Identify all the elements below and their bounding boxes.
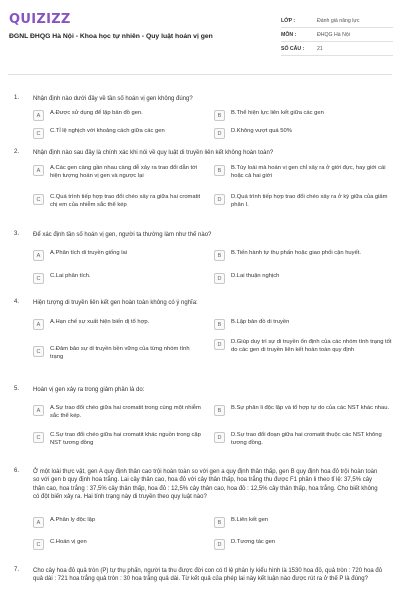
option-letter-badge: B bbox=[214, 517, 225, 528]
option-text: D.Tương tác gen bbox=[231, 539, 276, 545]
option-letter-badge: C bbox=[33, 128, 44, 139]
option-text: A.Các gen càng gần nhau càng dễ xảy ra trao đổi dẫn tới hiện tượng hoán vị gen và ngược lại bbox=[50, 165, 198, 179]
answer-option-a[interactable] bbox=[33, 517, 203, 528]
header-divider bbox=[8, 74, 392, 75]
info-value: 21 bbox=[317, 45, 323, 52]
option-letter-badge: D bbox=[214, 128, 225, 139]
option-text: A.Hạn chế sự xuất hiện biến dị tổ hợp. bbox=[50, 319, 150, 325]
question-number: 2. bbox=[14, 149, 20, 155]
option-letter-badge: A bbox=[33, 250, 44, 261]
option-letter-badge: A bbox=[33, 110, 44, 121]
quizizz-logo: QUIZIZZ bbox=[9, 12, 71, 27]
option-letter-badge: B bbox=[214, 319, 225, 330]
worksheet-header bbox=[0, 0, 400, 70]
option-letter-badge: C bbox=[33, 194, 44, 205]
option-text: D.Sự trao đổi đoạn giữa hai cromatit thuộc các NST không tương đồng. bbox=[231, 432, 382, 446]
option-text: D.Lai thuận nghịch bbox=[231, 273, 280, 279]
option-text: C.Đảm bảo sự di truyền bền vững của từng nhóm tính trạng bbox=[50, 346, 190, 360]
answer-option-c[interactable] bbox=[33, 273, 203, 284]
option-letter-badge: D bbox=[214, 539, 225, 550]
option-text: B.Tùy loài mà hoán vị gen chỉ xảy ra ở giới đực, hay giới cái hoặc cả hai giới bbox=[231, 165, 386, 179]
question-number: 7. bbox=[14, 567, 20, 573]
question-number: 6. bbox=[14, 468, 20, 474]
answer-option-d[interactable] bbox=[214, 432, 394, 447]
option-text: C.Sự trao đổi chéo giữa hai cromatit khác nguồn trong cặp NST tương đồng bbox=[50, 432, 201, 446]
answer-option-b[interactable] bbox=[214, 110, 394, 121]
info-value: Đánh giá năng lực bbox=[317, 17, 360, 24]
option-text: D.Quá trình tiếp hợp trao đổi chéo xảy ra ở kỳ giữa của giảm phân I. bbox=[231, 194, 388, 208]
worksheet-title: ĐGNL ĐHQG Hà Nội - Khoa học tự nhiên - Quy luật hoán vị gen bbox=[9, 33, 213, 40]
option-letter-badge: C bbox=[33, 539, 44, 550]
option-letter-badge: D bbox=[214, 339, 225, 350]
option-text: A.Được sử dụng để lập bản đồ gen. bbox=[50, 110, 143, 116]
info-row-class bbox=[281, 14, 393, 28]
question-number: 4. bbox=[14, 299, 20, 305]
question-text: Ở một loài thực vật, gen A quy định thân cao trội hoàn toàn so với gen a quy định thân thấp, gen B quy định hoa đỏ trội hoàn toàn so với gen b quy định hoa trắng. Lai cây thân cao, hoa đỏ với cây thân thấp, hoa trắng thu được F1 phân li theo tỉ lệ: 37,5% cây thân cao, hoa trắng : 37,5% cây thân thấp, hoa đỏ : 12,5% cây thân cao, hoa đỏ : 12,5% cây thân thấp, hoa trắng. Cho biết không có đột biến xảy ra. Hai tính trạng này di truyền theo quy luật nào? bbox=[33, 469, 378, 501]
answer-option-b[interactable] bbox=[214, 165, 394, 180]
option-text: C.Lai phân tích. bbox=[50, 273, 91, 279]
worksheet-info bbox=[281, 14, 393, 56]
answer-option-c[interactable] bbox=[33, 432, 203, 447]
option-text: B.Lập bản đồ di truyền bbox=[231, 319, 290, 325]
option-text: C.Quá trình tiếp hợp trao đổi chéo xảy ra giữa hai cromatit chị em của nhiễm sắc thể kép bbox=[50, 194, 201, 208]
info-value: ĐHQG Hà Nội bbox=[317, 31, 350, 38]
option-letter-badge: A bbox=[33, 405, 44, 416]
answer-option-a[interactable] bbox=[33, 319, 203, 330]
answer-option-c[interactable] bbox=[33, 539, 203, 550]
option-text: D.Không vượt quá 50% bbox=[231, 128, 292, 134]
question-text: Nhận định nào dưới đây về tần số hoán vị gen không đúng? bbox=[33, 96, 193, 102]
option-letter-badge: B bbox=[214, 405, 225, 416]
answer-option-b[interactable] bbox=[214, 250, 394, 261]
info-row-count bbox=[281, 42, 393, 56]
option-letter-badge: C bbox=[33, 432, 44, 443]
option-letter-badge: C bbox=[33, 346, 44, 357]
answer-option-a[interactable] bbox=[33, 405, 203, 420]
option-letter-badge: C bbox=[33, 273, 44, 284]
answer-option-d[interactable] bbox=[214, 339, 394, 354]
option-letter-badge: A bbox=[33, 165, 44, 176]
info-row-subject bbox=[281, 28, 393, 42]
answer-option-c[interactable] bbox=[33, 128, 203, 139]
question-text: Hoán vị gen xảy ra trong giảm phân là do: bbox=[33, 387, 145, 393]
question-text: Cho cây hoa đỏ quả tròn (P) tự thụ phấn, người ta thu được đời con có tỉ lệ phân ly kiểu hình là 1530 hoa đỏ, quả tròn : 720 hoa đỏ quả dài : 721 hoa trắng quả tròn : 30 hoa trắng quả dài. Từ kết quả của phép lai này kết luận nào được rút ra ở thế P là đúng? bbox=[33, 568, 383, 583]
option-text: A.Phân tích di truyền giống lai bbox=[50, 250, 128, 256]
option-letter-badge: B bbox=[214, 250, 225, 261]
question-number: 5. bbox=[14, 386, 20, 392]
answer-option-b[interactable] bbox=[214, 405, 394, 416]
option-text: B.Sự phân li độc lập và tổ hợp tự do của các NST khác nhau. bbox=[231, 405, 390, 411]
answer-option-b[interactable] bbox=[214, 517, 394, 528]
option-text: B.Thể hiện lực liên kết giữa các gen bbox=[231, 110, 324, 116]
question-number: 1. bbox=[14, 95, 20, 101]
option-letter-badge: B bbox=[214, 165, 225, 176]
answer-option-d[interactable] bbox=[214, 194, 394, 209]
option-text: A.Sự trao đổi chéo giữa hai cromatit trong cùng một nhiễm sắc thể kép. bbox=[50, 405, 201, 419]
option-text: A.Phân ly độc lập bbox=[50, 517, 96, 523]
option-letter-badge: D bbox=[214, 432, 225, 443]
option-letter-badge: A bbox=[33, 319, 44, 330]
question-number: 3. bbox=[14, 231, 20, 237]
option-letter-badge: A bbox=[33, 517, 44, 528]
option-text: C.Hoán vị gen bbox=[50, 539, 87, 545]
answer-option-c[interactable] bbox=[33, 346, 203, 361]
option-letter-badge: D bbox=[214, 194, 225, 205]
question-text: Để xác định tần số hoán vị gen, người ta thường làm như thế nào? bbox=[33, 232, 212, 238]
info-label: SỐ CÂU : bbox=[281, 45, 305, 52]
answer-option-d[interactable] bbox=[214, 539, 394, 550]
option-text: D.Giúp duy trì sự di truyền ổn định của các nhóm tính trạng tốt do các gen di truyền liên kết hoàn toàn quy định bbox=[231, 339, 392, 353]
option-text: C.Tỉ lệ nghịch với khoảng cách giữa các gen bbox=[50, 128, 165, 134]
option-letter-badge: B bbox=[214, 110, 225, 121]
option-text: B.Tiến hành tự thụ phấn hoặc giao phối cận huyết. bbox=[231, 250, 362, 256]
question-text: Hiện tượng di truyền liên kết gen hoàn toàn không có ý nghĩa: bbox=[33, 300, 198, 306]
answer-option-b[interactable] bbox=[214, 319, 394, 330]
answer-option-d[interactable] bbox=[214, 273, 394, 284]
answer-option-a[interactable] bbox=[33, 165, 203, 180]
answer-option-a[interactable] bbox=[33, 250, 203, 261]
info-label: LỚP : bbox=[281, 17, 296, 24]
question-text: Nhận định nào sau đây là chính xác khi nói về quy luật di truyền liên kết không hoàn toàn? bbox=[33, 150, 274, 156]
info-label: MÔN : bbox=[281, 31, 297, 38]
answer-option-d[interactable] bbox=[214, 128, 394, 139]
answer-option-c[interactable] bbox=[33, 194, 203, 209]
option-letter-badge: D bbox=[214, 273, 225, 284]
answer-option-a[interactable] bbox=[33, 110, 203, 121]
option-text: B.Liên kết gen bbox=[231, 517, 269, 523]
